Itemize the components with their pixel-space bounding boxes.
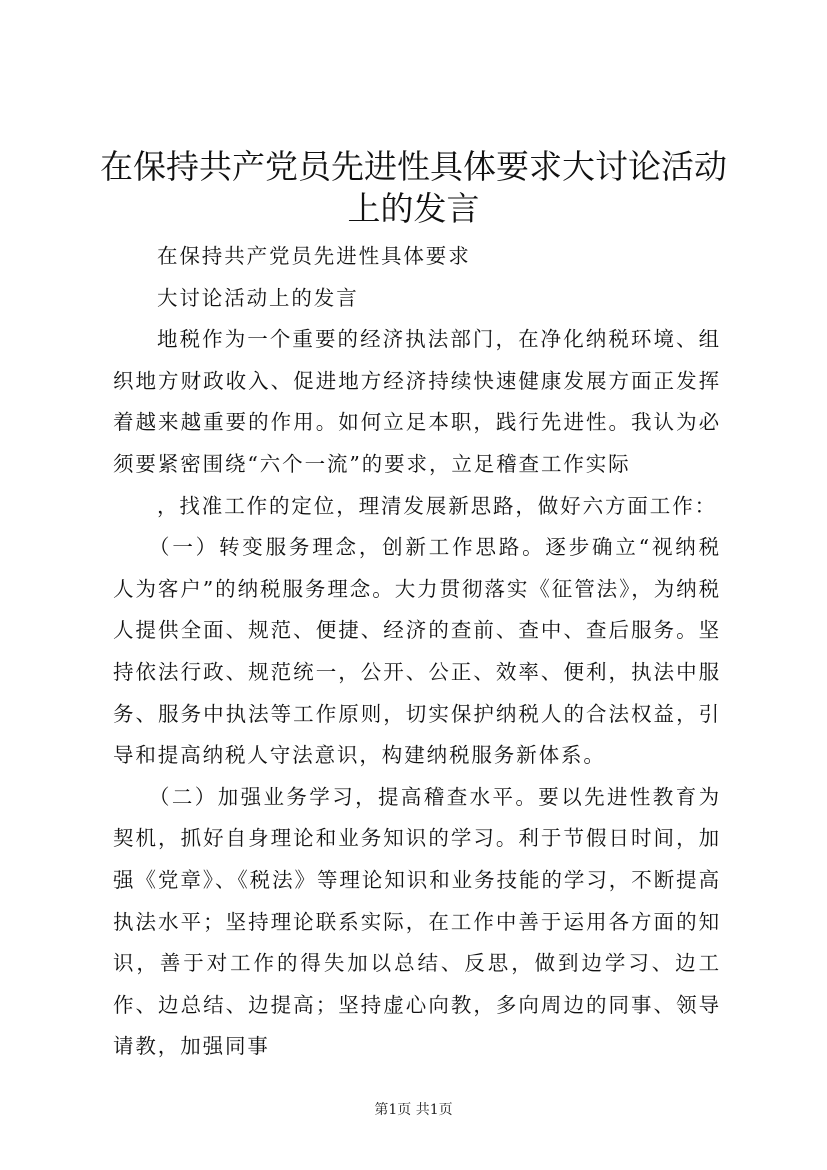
paragraph-section-two: （二）加强业务学习，提高稽查水平。要以先进性教育为契机，抓好自身理论和业务知识的学习。利于节假日时间，加强《党章》、《税法》等理论知识和业务技能的学习，不断提高执法水平；坚持理论联系实际，在工作中善于运用各方面的知识，善于对工作的得失加以总结、反思，做到边学习、边工作、边总结、边提高；坚持虚心向教，多向周边的同事、领导请教，加强同事: [113, 784, 721, 1059]
paragraph-intro-continued: ，找准工作的定位，理清发展新思路，做好六方面工作：: [157, 493, 717, 518]
document-title: 在保持共产党员先进性具体要求大讨论活动上的发言: [100, 147, 727, 228]
page-footer: 第1页 共1页: [374, 1102, 453, 1118]
paragraph-subtitle-line-1: 在保持共产党员先进性具体要求: [157, 244, 471, 268]
paragraph-section-one: （一）转变服务理念，创新工作思路。逐步确立“视纳税人为客户”的纳税服务理念。大力贯彻落实《征管法》，为纳税人提供全面、规范、便捷、经济的查前、查中、查后服务。坚持依法行政、规范统一，公开、公正、效率、便利，执法中服务、服务中执法等工作原则，切实保护纳税人的合法权益，引导和提高纳税人守法意识，构建纳税服务新体系。: [113, 535, 721, 768]
document-body: [113, 236, 721, 1068]
paragraph-subtitle-line-2: 大讨论活动上的发言: [157, 285, 359, 310]
paragraph-intro: 地税作为一个重要的经济执法部门，在净化纳税环境、组织地方财政收入、促进地方经济持续快速健康发展方面正发挥着越来越重要的作用。如何立足本职，践行先进性。我认为必须要紧密围绕“六个一流”的要求，立足稽查工作实际: [113, 327, 721, 476]
